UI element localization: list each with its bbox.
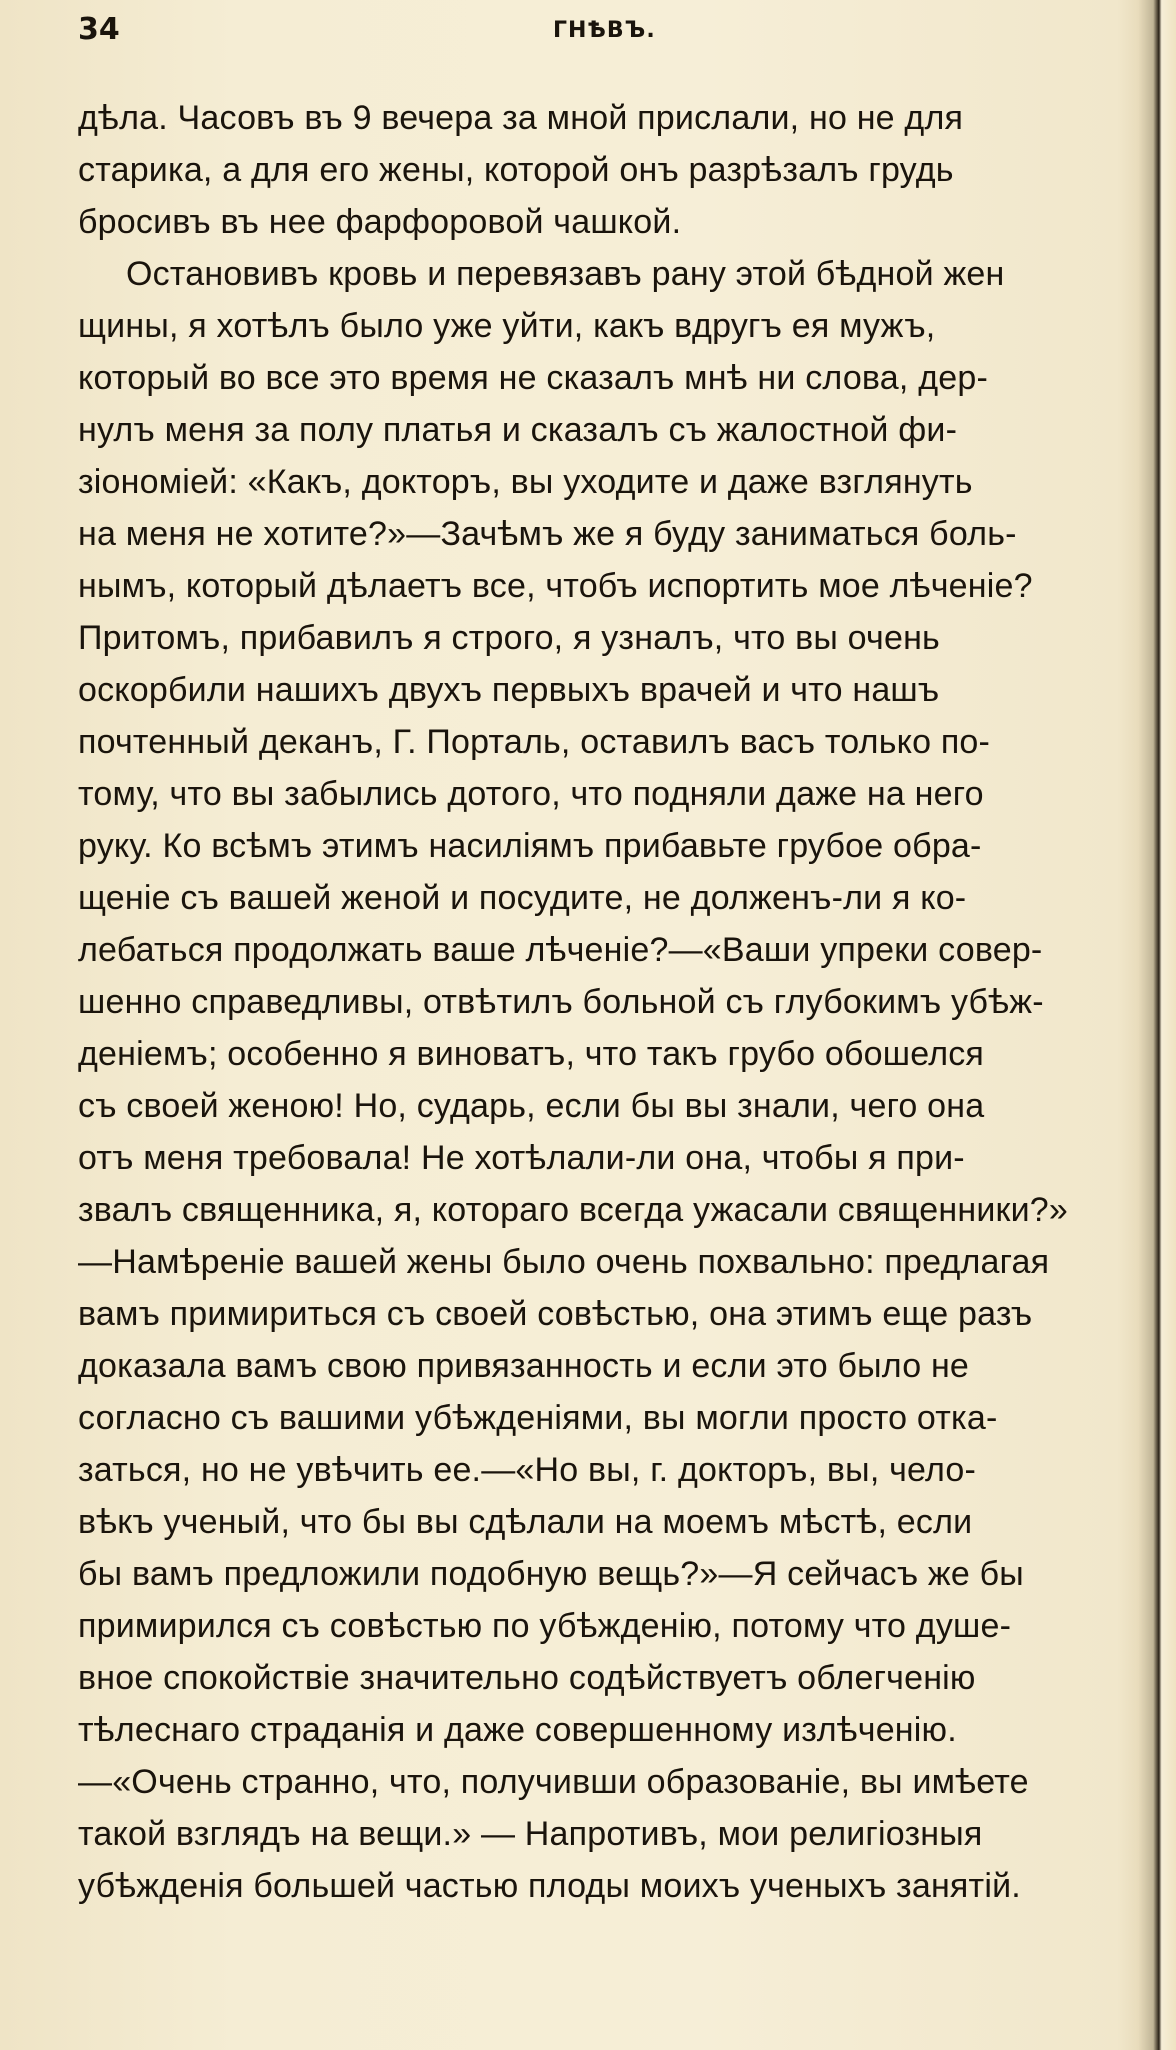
text-line: нулъ меня за полу платья и сказалъ съ жалостной фи- bbox=[78, 411, 958, 449]
text-line: —«Очень странно, что, получивши образованіе, вы имѣете bbox=[78, 1763, 1029, 1801]
text-line: такой взглядъ на вещи.» — Напротивъ, мои религіозныя bbox=[78, 1815, 983, 1853]
text-line: тому, что вы забылись дотого, что подняли даже на него bbox=[78, 775, 984, 813]
text-line: убѣжденія большей частью плоды моихъ ученыхъ занятій. bbox=[78, 1867, 1021, 1905]
text-line: деніемъ; особенно я виноватъ, что такъ грубо обошелся bbox=[78, 1035, 985, 1073]
text-line: оскорбили нашихъ двухъ первыхъ врачей и что нашъ bbox=[78, 671, 940, 709]
text-line: примирился съ совѣстью по убѣжденію, потому что душе- bbox=[78, 1607, 1012, 1645]
text-line: на меня не хотите?»—Зачѣмъ же я буду заниматься боль- bbox=[78, 515, 1017, 553]
text-line: —Намѣреніе вашей жены было очень похвально: предлагая bbox=[78, 1243, 1050, 1281]
text-line: Остановивъ кровь и перевязавъ рану этой бѣдной жен bbox=[126, 255, 1005, 293]
body-text bbox=[78, 92, 1158, 1912]
page-header bbox=[78, 12, 1118, 62]
text-line: бросивъ въ нее фарфоровой чашкой. bbox=[78, 203, 682, 241]
text-line: вамъ примириться съ своей совѣстью, она этимъ еще разъ bbox=[78, 1295, 1033, 1333]
text-line: тѣлеснаго страданія и даже совершенному излѣченію. bbox=[78, 1711, 957, 1749]
text-line: зіономіей: «Какъ, докторъ, вы уходите и даже взглянуть bbox=[78, 463, 973, 501]
running-head: ГНѢВЪ. bbox=[553, 18, 656, 43]
text-line: дѣла. Часовъ въ 9 вечера за мной прислали, но не для bbox=[78, 99, 964, 137]
text-line: щины, я хотѣлъ было уже уйти, какъ вдругъ ея мужъ, bbox=[78, 307, 936, 345]
text-line: согласно съ вашими убѣжденіями, вы могли просто отка- bbox=[78, 1399, 998, 1437]
text-line: нымъ, который дѣлаетъ все, чтобъ испортить мое лѣченіе? bbox=[78, 567, 1033, 605]
text-line: бы вамъ предложили подобную вещь?»—Я сейчасъ же бы bbox=[78, 1555, 1024, 1593]
text-line: Притомъ, прибавилъ я строго, я узналъ, что вы очень bbox=[78, 619, 940, 657]
text-line: шенно справедливы, отвѣтилъ больной съ глубокимъ убѣж- bbox=[78, 983, 1044, 1021]
text-line: щеніе съ вашей женой и посудите, не долженъ-ли я ко- bbox=[78, 879, 967, 917]
text-line: звалъ священника, я, котораго всегда ужасали священники?» bbox=[78, 1191, 1069, 1229]
text-line: старика, а для его жены, которой онъ разрѣзалъ грудь bbox=[78, 151, 954, 189]
text-line: почтенный деканъ, Г. Порталь, оставилъ васъ только по- bbox=[78, 723, 991, 761]
text-line: съ своей женою! Но, сударь, если бы вы знали, чего она bbox=[78, 1087, 985, 1125]
text-line: который во все это время не сказалъ мнѣ ни слова, дер- bbox=[78, 359, 988, 397]
text-line: лебаться продолжать ваше лѣченіе?—«Ваши упреки совер- bbox=[78, 931, 1043, 969]
page-number: 34 bbox=[78, 12, 120, 47]
text-line: руку. Ко всѣмъ этимъ насиліямъ прибавьте грубое обра- bbox=[78, 827, 982, 865]
text-line: отъ меня требовала! Не хотѣлали-ли она, чтобы я при- bbox=[78, 1139, 965, 1177]
text-line: вѣкъ ученый, что бы вы сдѣлали на моемъ мѣстѣ, если bbox=[78, 1503, 973, 1541]
text-line: доказала вамъ свою привязанность и если это было не bbox=[78, 1347, 970, 1385]
text-line: вное спокойствіе значительно содѣйствуетъ облегченію bbox=[78, 1659, 976, 1697]
text-line: заться, но не увѣчить ее.—«Но вы, г. докторъ, вы, чело- bbox=[78, 1451, 977, 1489]
